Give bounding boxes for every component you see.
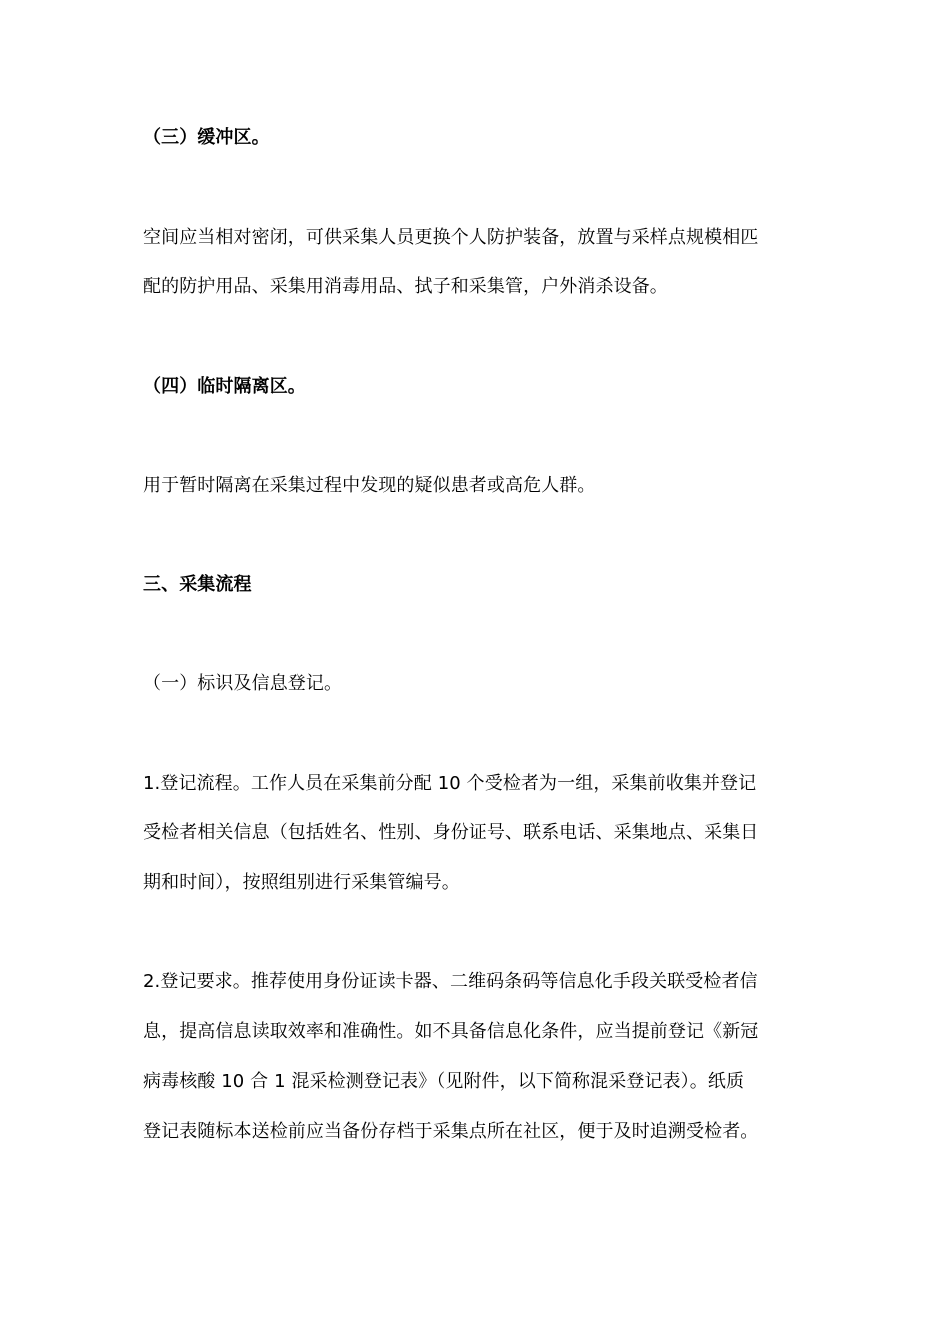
registration-requirements-line-2: 息，提高信息读取效率和准确性。如不具备信息化条件，应当提前登记《新冠 (143, 1021, 759, 1042)
registration-requirements-line-3: 病毒核酸 10 合 1 混采检测登记表》（见附件，以下简称混采登记表）。纸质 (143, 1071, 745, 1092)
buffer-zone-paragraph-line-2: 配的防护用品、采集用消毒用品、拭子和采集管，户外消杀设备。 (143, 276, 668, 297)
registration-process-line-3: 期和时间），按照组别进行采集管编号。 (143, 872, 460, 893)
section-heading-temporary-isolation-zone: （四）临时隔离区。 (143, 376, 306, 397)
section-heading-buffer-zone: （三）缓冲区。 (143, 127, 270, 148)
subheading-identification-registration: （一）标识及信息登记。 (143, 673, 343, 694)
registration-process-line-2: 受检者相关信息（包括姓名、性别、身份证号、联系电话、采集地点、采集日 (143, 822, 759, 843)
buffer-zone-paragraph-line-1: 空间应当相对密闭，可供采集人员更换个人防护装备，放置与采样点规模相匹 (143, 227, 759, 248)
registration-requirements-line-4: 登记表随标本送检前应当备份存档于采集点所在社区，便于及时追溯受检者。 (143, 1121, 759, 1142)
isolation-zone-paragraph-line-1: 用于暂时隔离在采集过程中发现的疑似患者或高危人群。 (143, 475, 596, 496)
section-heading-collection-process: 三、采集流程 (143, 574, 252, 595)
registration-requirements-line-1: 2.登记要求。推荐使用身份证读卡器、二维码条码等信息化手段关联受检者信 (143, 971, 758, 992)
registration-process-line-1: 1.登记流程。工作人员在采集前分配 10 个受检者为一组，采集前收集并登记 (143, 773, 757, 794)
